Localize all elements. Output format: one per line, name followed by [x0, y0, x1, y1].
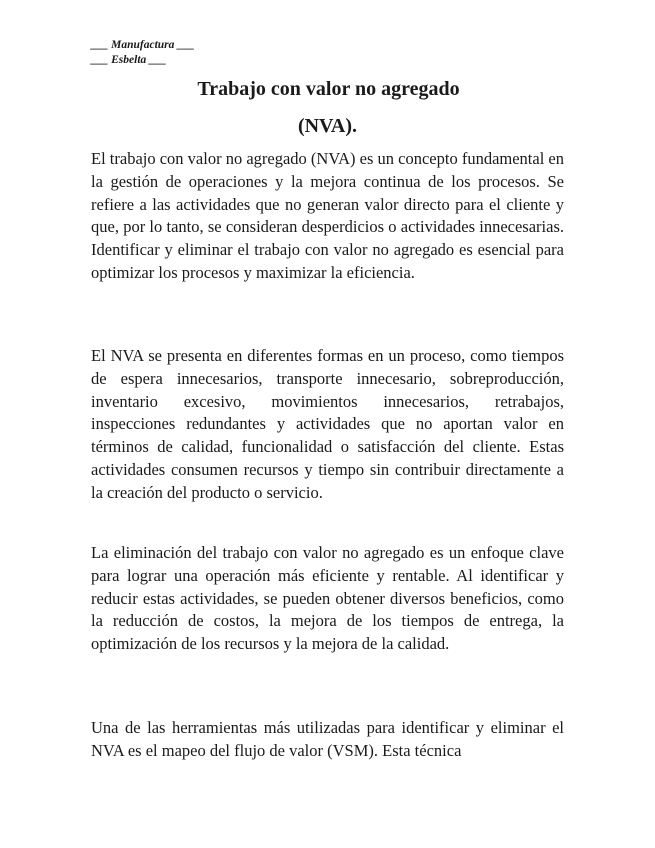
page-title: Trabajo con valor no agregado [197, 78, 460, 100]
header-line-1: ___ Manufactura ___ [91, 39, 195, 51]
body-paragraph-2: El NVA se presenta en diferentes formas en un proceso, como tiempos de espera innecesarios, transporte innecesario, sobreproducción, inventario excesivo, movimientos innecesarios, retrabajos, inspecciones redundantes y actividades que no aportan valor en términos de calidad, funcionalidad o satisfacción del cliente. Estas actividades consumen recursos y tiempo sin contribuir directamente a la creación del producto o servicio. [91, 346, 564, 502]
header-line-2: ___ Esbelta ___ [91, 54, 167, 66]
body-paragraph-4: Una de las herramientas más utilizadas para identificar y eliminar el NVA es el mapeo del flujo de valor (VSM). Esta técnica [91, 718, 564, 760]
running-header [91, 38, 195, 68]
page-title-continuation: (NVA). [297, 115, 358, 137]
body-paragraph-3: La eliminación del trabajo con valor no agregado es un enfoque clave para lograr una operación más eficiente y rentable. Al identificar y reducir estas actividades, se pueden obtener diversos beneficios, como la reducción de costos, la mejora de los tiempos de entrega, la optimización de los recursos y la mejora de la calidad. [91, 543, 564, 654]
body-paragraph-1: El trabajo con valor no agregado (NVA) es un concepto fundamental en la gestión de operaciones y la mejora continua de los procesos. Se refiere a las actividades que no generan valor directo para el cliente y que, por lo tanto, se consideran desperdicios o actividades innecesarias. Identificar y eliminar el trabajo con valor no agregado es esencial para optimizar los procesos y maximizar la eficiencia. [91, 149, 564, 282]
